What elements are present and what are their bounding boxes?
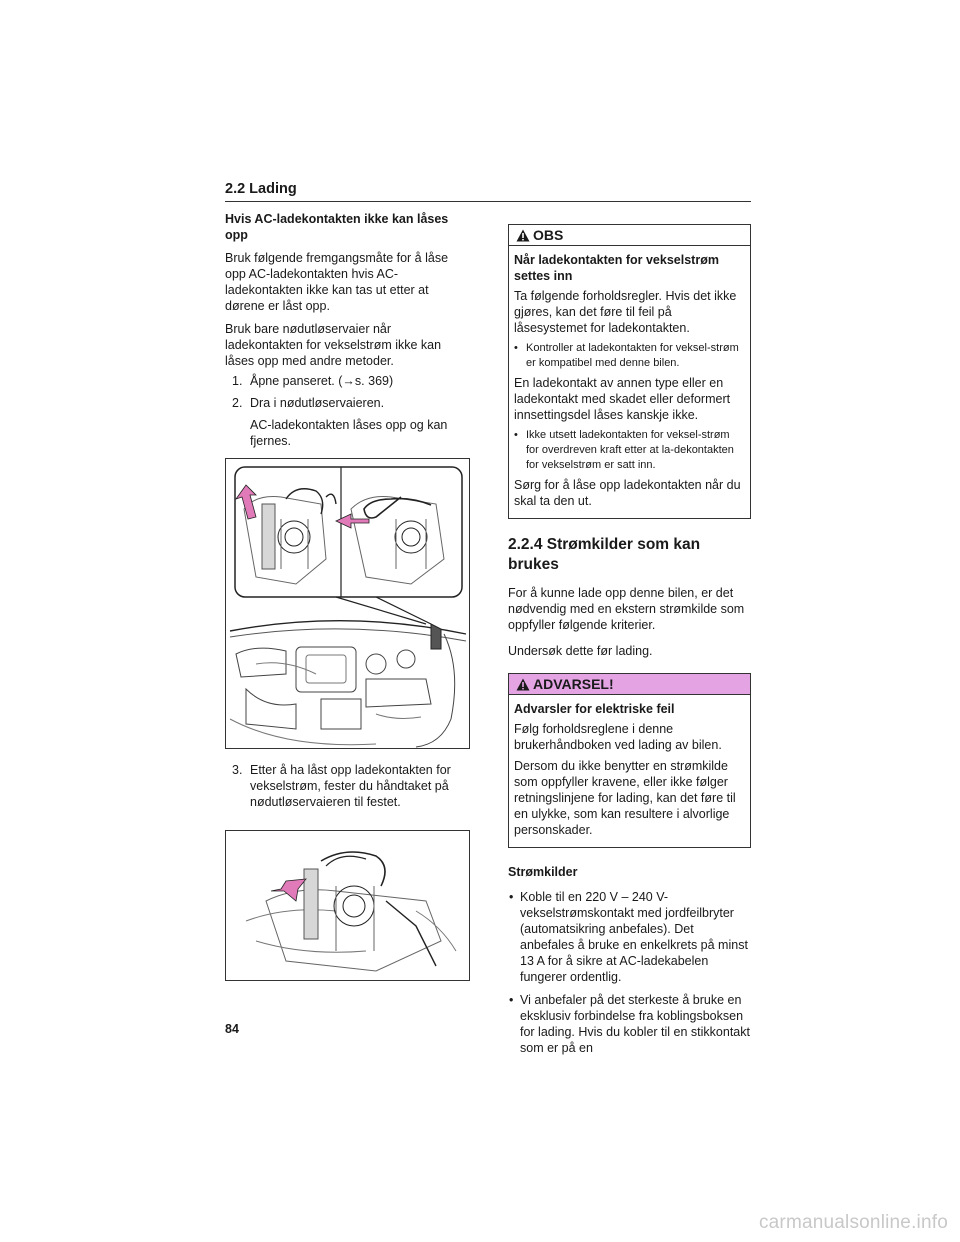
obs-para-1: Ta følgende forholdsregler. Hvis det ikke gjøres, kan det føre til feil på låsesystemet for ladekontakten. [514,289,737,335]
obs-box [508,224,751,519]
obs-para-2: En ladekontakt av annen type eller en ladekontakt med skadet eller deformert innsettingsdel låses kanskje ikke. [514,376,731,422]
list-text: Vi anbefaler på det sterkeste å bruke en eksklusiv forbindelse fra koblingsboksen for lading. Hvis du kobler til en stikkontakt som er på en [520,993,750,1055]
watermark: carmanualsonline.info [758,1212,948,1233]
obs-label: OBS [533,227,564,243]
step-number: 2. [232,396,243,410]
obs-bullet-1 [514,341,745,371]
warning-header [509,674,750,695]
power-item-2 [508,992,751,1056]
step-3 [225,762,470,810]
section-2-2-4-para-2: Undersøk dette før lading. [508,644,653,658]
obs-para-3: Sørg for å låse opp ladekontakten når du skal ta den ut. [514,478,741,508]
warning-title: Advarsler for elektriske feil [514,702,675,716]
warning-label: ADVARSEL! [533,676,614,692]
bullet-text: Kontroller at ladekontakten for veksel-strøm er kompatibel med denne bilen. [526,342,739,369]
bullet-dot: • [509,993,514,1007]
engine-bay-drawing [226,459,469,748]
step-2 [225,395,470,411]
section-2-2-4-para-1: For å kunne lade opp denne bilen, er det nødvendig med en ekstern strømkilde som oppfyller følgende kriterier. [508,586,745,632]
step-1 [225,373,470,389]
warning-box [508,673,751,848]
bullet-text: Ikke utsett ladekontakten for veksel-strøm for overdreven kraft etter at la-dekontakten for vekselstrøm er satt inn. [526,429,734,471]
obs-body [509,246,750,518]
warning-para-1: Følg forholdsreglene i denne brukerhåndboken ved lading av bilen. [514,722,722,752]
bullet-dot: • [509,890,514,904]
unlock-para-1: Bruk følgende fremgangsmåte for å låse opp AC-ladekontakten hvis AC-ladekontakten ikke kan tas ut etter at dørene er låst opp. [225,251,449,313]
unlock-heading: Hvis AC-ladekontakten ikke kan låses opp [225,212,449,242]
bullet-dot: • [514,342,518,354]
power-sources-heading: Strømkilder [508,865,578,879]
power-item-1 [508,889,751,985]
illustration-cable-hook [225,830,470,981]
unlock-para-2: Bruk bare nødutløservaier når ladekontakten for vekselstrøm ikke kan låses opp med andre metoder. [225,322,442,368]
step-text: Dra i nødutløservaieren. [250,396,385,410]
left-column [225,211,470,455]
section-2-2-4-heading: 2.2.4 Strømkilder som kan brukes [508,536,701,573]
obs-header [509,225,750,246]
page-number: 84 [225,1022,239,1036]
cable-hook-drawing [226,831,469,980]
step-text: Åpne panseret. (→s. 369) [250,374,394,388]
warning-body [509,695,750,847]
list-text: Koble til en 220 V – 240 V-vekselstrømskontakt med jordfeilbryter (automatsikring anbefales). Det anbefales å bruke en enkelkrets på minst 13 A for å sikre at AC-ladekabelen fungerer ordentlig. [520,890,748,984]
warning-triangle-icon [516,229,530,242]
obs-title: Når ladekontakten for vekselstrøm settes inn [514,253,719,283]
obs-bullet-2 [514,428,745,473]
section-header: 2.2 Lading [225,180,751,202]
step-2-result: AC-ladekontakten låses opp og kan fjernes. [250,418,448,448]
warning-triangle-icon [516,678,530,691]
step-text: Etter å ha låst opp ladekontakten for vekselstrøm, fester du håndtaket på nødutløservaieren til festet. [250,763,451,809]
illustration-engine-bay [225,458,470,749]
warning-para-2: Dersom du ikke benytter en strømkilde som oppfyller kravene, eller ikke følger retningslinjene for lading, kan det føre til en ulykke, som kan resultere i alvorlige personskader. [514,759,736,837]
step-3-block [225,762,470,816]
bullet-dot: • [514,429,518,441]
step-number: 1. [232,374,243,388]
step-number: 3. [232,763,243,777]
right-column [508,224,751,1063]
